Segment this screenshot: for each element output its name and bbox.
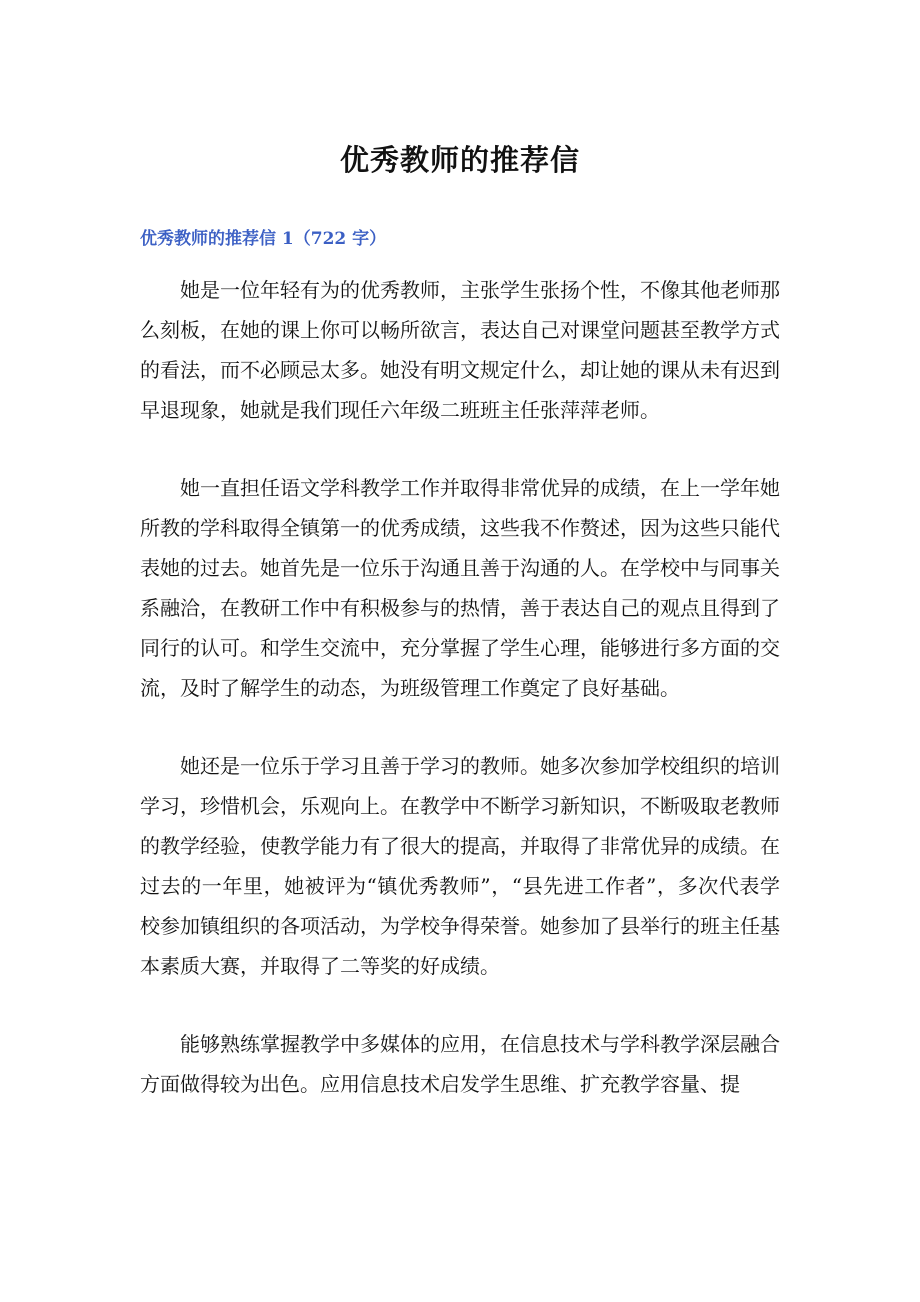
paragraph-2: 她一直担任语文学科教学工作并取得非常优异的成绩，在上一学年她所教的学科取得全镇第一的优秀成绩，这些我不作赘述，因为这些只能代表她的过去。她首先是一位乐于沟通且善于沟通的人。在学校中与同事关系融洽，在教研工作中有积极参与的热情，善于表达自己的观点且得到了同行的认可。和学生交流中，充分掌握了学生心理，能够进行多方面的交流，及时了解学生的动态，为班级管理工作奠定了良好基础。: [140, 476, 780, 700]
section-heading: 优秀教师的推荐信 1（722 字）: [140, 229, 387, 249]
letter-body: [140, 270, 780, 1142]
paragraph-1: 她是一位年轻有为的优秀教师，主张学生张扬个性，不像其他老师那么刻板，在她的课上你可以畅所欲言，表达自己对课堂问题甚至教学方式的看法，而不必顾忌太多。她没有明文规定什么，却让她的课从未有迟到早退现象，她就是我们现任六年级二班班主任张萍萍老师。: [140, 278, 780, 422]
paragraph-3: 她还是一位乐于学习且善于学习的教师。她多次参加学校组织的培训学习，珍惜机会，乐观向上。在教学中不断学习新知识，不断吸取老教师的教学经验，使教学能力有了很大的提高，并取得了非常优异的成绩。在过去的一年里，她被评为“镇优秀教师”，“县先进工作者”，多次代表学校参加镇组织的各项活动，为学校争得荣誉。她参加了县举行的班主任基本素质大赛，并取得了二等奖的好成绩。: [140, 754, 780, 978]
paragraph-4: 能够熟练掌握教学中多媒体的应用，在信息技术与学科教学深层融合方面做得较为出色。应用信息技术启发学生思维、扩充教学容量、提: [140, 1032, 780, 1096]
document-title: 优秀教师的推荐信: [339, 143, 580, 177]
